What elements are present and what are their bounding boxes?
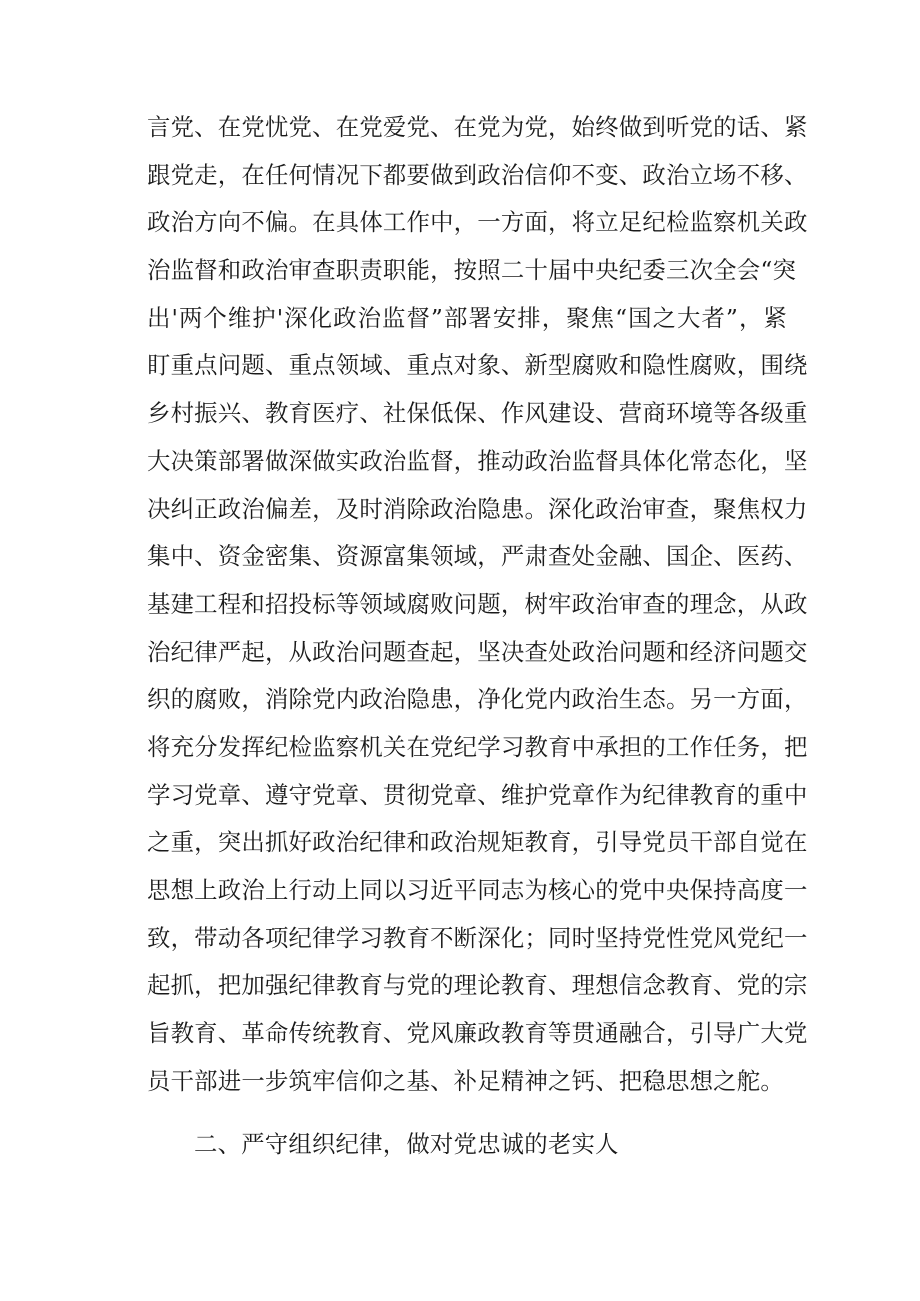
paragraph-line: 乡村振兴、教育医疗、社保低保、作风建设、营商环境等各级重: [147, 399, 808, 428]
paragraph-line: 集中、资金密集、资源富集领域，严肃查处金融、国企、医药、: [147, 542, 808, 571]
body-paragraph: [147, 104, 808, 1105]
paragraph-line: 政治方向不偏。在具体工作中，一方面，将立足纪检监察机关政: [147, 208, 808, 237]
paragraph-line: 出'两个维护'深化政治监督”部署安排，聚焦“国之大者”，紧: [147, 303, 787, 332]
paragraph-line: 致，带动各项纪律学习教育不断深化；同时坚持党性党风党纪一: [147, 923, 808, 952]
section-heading: 二、严守组织纪律，做对党忠诚的老实人: [194, 1130, 619, 1158]
paragraph-line: 决纠正政治偏差，及时消除政治隐患。深化政治审查，聚焦权力: [147, 494, 808, 523]
paragraph-line: 思想上政治上行动上同以习近平同志为核心的党中央保持高度一: [147, 876, 808, 904]
paragraph-line: 言党、在党忧党、在党爱党、在党为党，始终做到听党的话、紧: [147, 113, 808, 141]
paragraph-line: 治监督和政治审查职责职能，按照二十届中央纪委三次全会“突: [147, 256, 797, 285]
paragraph-line: 跟党走，在任何情况下都要做到政治信仰不变、政治立场不移、: [147, 160, 808, 189]
paragraph-line: 治纪律严起，从政治问题查起，坚决查处政治问题和经济问题交: [147, 637, 808, 666]
paragraph-line: 基建工程和招投标等领域腐败问题，树牢政治审查的理念，从政: [147, 589, 808, 618]
paragraph-line: 员干部进一步筑牢信仰之基、补足精神之钙、把稳思想之舵。: [147, 1066, 784, 1095]
paragraph-line: 起抓，把加强纪律教育与党的理论教育、理想信念教育、党的宗: [147, 971, 808, 1000]
paragraph-line: 旨教育、革命传统教育、党风廉政教育等贯通融合，引导广大党: [147, 1019, 808, 1048]
paragraph-line: 学习党章、遵守党章、贯彻党章、维护党章作为纪律教育的重中: [147, 780, 808, 809]
paragraph-line: 将充分发挥纪检监察机关在党纪学习教育中承担的工作任务，把: [147, 732, 808, 761]
paragraph-line: 之重，突出抓好政治纪律和政治规矩教育，引导党员干部自觉在: [147, 828, 808, 857]
paragraph-line: 盯重点问题、重点领域、重点对象、新型腐败和隐性腐败，围绕: [147, 351, 808, 380]
paragraph-line: 织的腐败，消除党内政治隐患，净化党内政治生态。另一方面，: [147, 685, 808, 714]
paragraph-line: 大决策部署做深做实政治监督，推动政治监督具体化常态化，坚: [147, 446, 808, 475]
